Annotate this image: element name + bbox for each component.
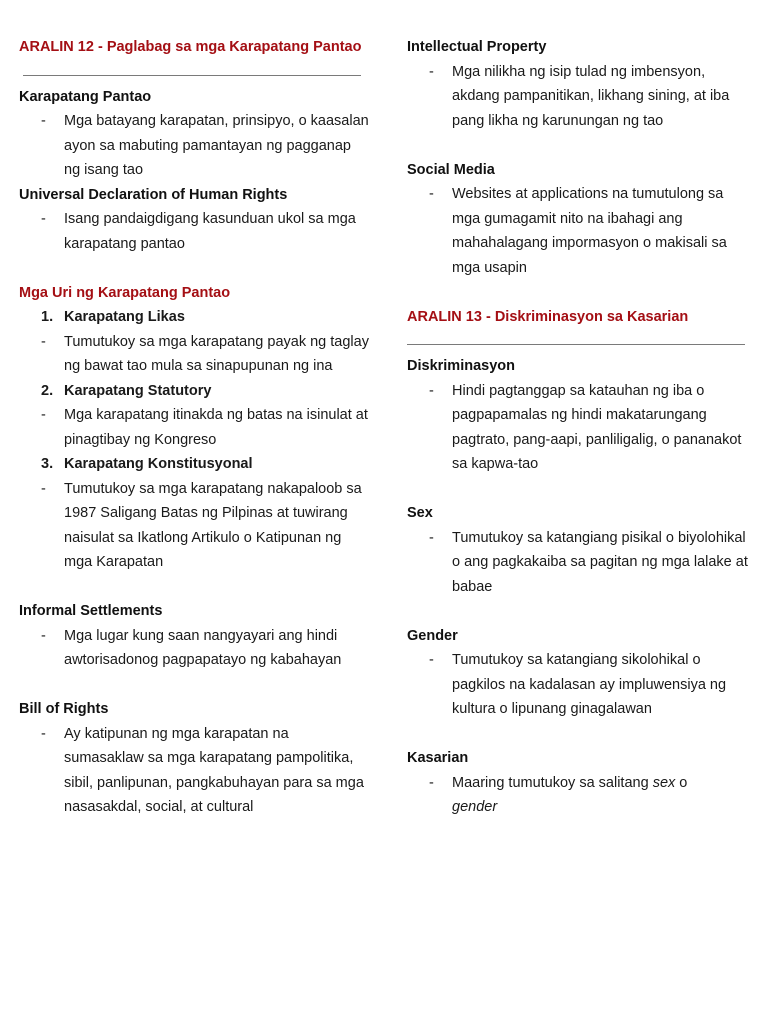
aralin-12-title: ARALIN 12 - Paglabag sa mga Karapatang Pantao — [19, 39, 362, 55]
uri-definition: - Mga karapatang itinakda ng batas na isinulat at pinagtibay ng Kongreso — [19, 403, 369, 452]
uri-term: Karapatang Likas — [64, 309, 185, 325]
definition-bill-of-rights: - Ay katipunan ng mga karapatan na sumasaklaw sa mga karapatang pampolitika, sibil, panlipunan, pangkabuhayan para sa mga nasasakdal, social, at cultural — [19, 722, 369, 820]
left-column — [19, 35, 369, 820]
uri-item-2 — [19, 379, 369, 404]
term-social-media: Social Media — [407, 161, 495, 178]
definition-sex: - Tumutukoy sa katangiang pisikal o biyolohikal o ang pagkakaiba sa pagitan ng mga lalake at babae — [407, 526, 752, 600]
term-kasarian: Kasarian — [407, 750, 469, 766]
uri-number: 2. — [41, 382, 54, 399]
uri-term: Karapatang Statutory — [64, 382, 212, 399]
term-bill-of-rights: Bill of Rights — [19, 701, 109, 717]
word-sex: sex — [652, 774, 676, 791]
definition-informal-settlements: - Mga lugar kung saan nangyayari ang hindi awtorisadonog pagpapatayo ng kabahayan — [19, 624, 369, 673]
definition-diskriminasyon: - Hindi pagtanggap sa katauhan ng iba o pagpapamalas ng hindi makatarungang pagtrato, pang-aapi, panliligalig, o pananakot sa kapwa-tao — [407, 379, 752, 477]
term-informal-settlements: Informal Settlements — [19, 603, 163, 619]
term-intellectual-property: Intellectual Property — [407, 39, 547, 55]
definition-intellectual-property: - Mga nilikha ng isip tulad ng imbensyon, akdang pampanitikan, likhang sining, at iba pang likha ng karunungan ng tao — [407, 60, 752, 134]
term-karapatang-pantao: Karapatang Pantao — [19, 88, 152, 105]
uri-definition: - Tumutukoy sa mga karapatang payak ng taglay ng bawat tao mula sa sinapupunan ng ina — [19, 330, 369, 379]
uri-item-3 — [19, 452, 369, 477]
term-udhr: Universal Declaration of Human Rights — [19, 186, 288, 203]
uri-item-1 — [19, 305, 369, 330]
definition-udhr: - Isang pandaigdigang kasunduan ukol sa mga karapatang pantao — [19, 207, 369, 256]
term-sex: Sex — [407, 505, 433, 521]
definition-kasarian — [407, 771, 752, 820]
right-column — [407, 35, 752, 820]
uri-term: Karapatang Konstitusyonal — [64, 456, 253, 472]
mga-uri-heading: Mga Uri ng Karapatang Pantao — [19, 284, 231, 301]
uri-definition: - Tumutukoy sa mga karapatang nakapaloob sa 1987 Saligang Batas ng Pilpinas at tuwirang naisulat sa Ikatlong Artikulo o Katipunan ng mga Karapatan — [19, 477, 369, 575]
kasarian-connector: o — [675, 774, 688, 791]
definition-karapatang-pantao: - Mga batayang karapatan, prinsipyo, o kaasalan ayon sa mabuting pamantayan ng pagganap ng isang tao — [19, 109, 369, 183]
definition-gender: - Tumutukoy sa katangiang sikolohikal o pagkilos na kadalasan ay impluwensiya ng kultura o lipunang ginagalawan — [407, 648, 752, 722]
aralin-13-title: ARALIN 13 - Diskriminasyon sa Kasarian — [407, 308, 689, 325]
term-gender: Gender — [407, 627, 458, 644]
definition-social-media: - Websites at applications na tumutulong sa mga gumagamit nito na ibahagi ang mahahalagang impormasyon o makisali sa mga usapin — [407, 182, 752, 280]
uri-number: 3. — [41, 456, 54, 472]
word-gender: gender — [452, 799, 498, 815]
uri-number: 1. — [41, 309, 54, 325]
term-diskriminasyon: Diskriminasyon — [407, 358, 515, 374]
kasarian-prefix: Maaring tumutukoy sa salitang — [452, 774, 653, 791]
